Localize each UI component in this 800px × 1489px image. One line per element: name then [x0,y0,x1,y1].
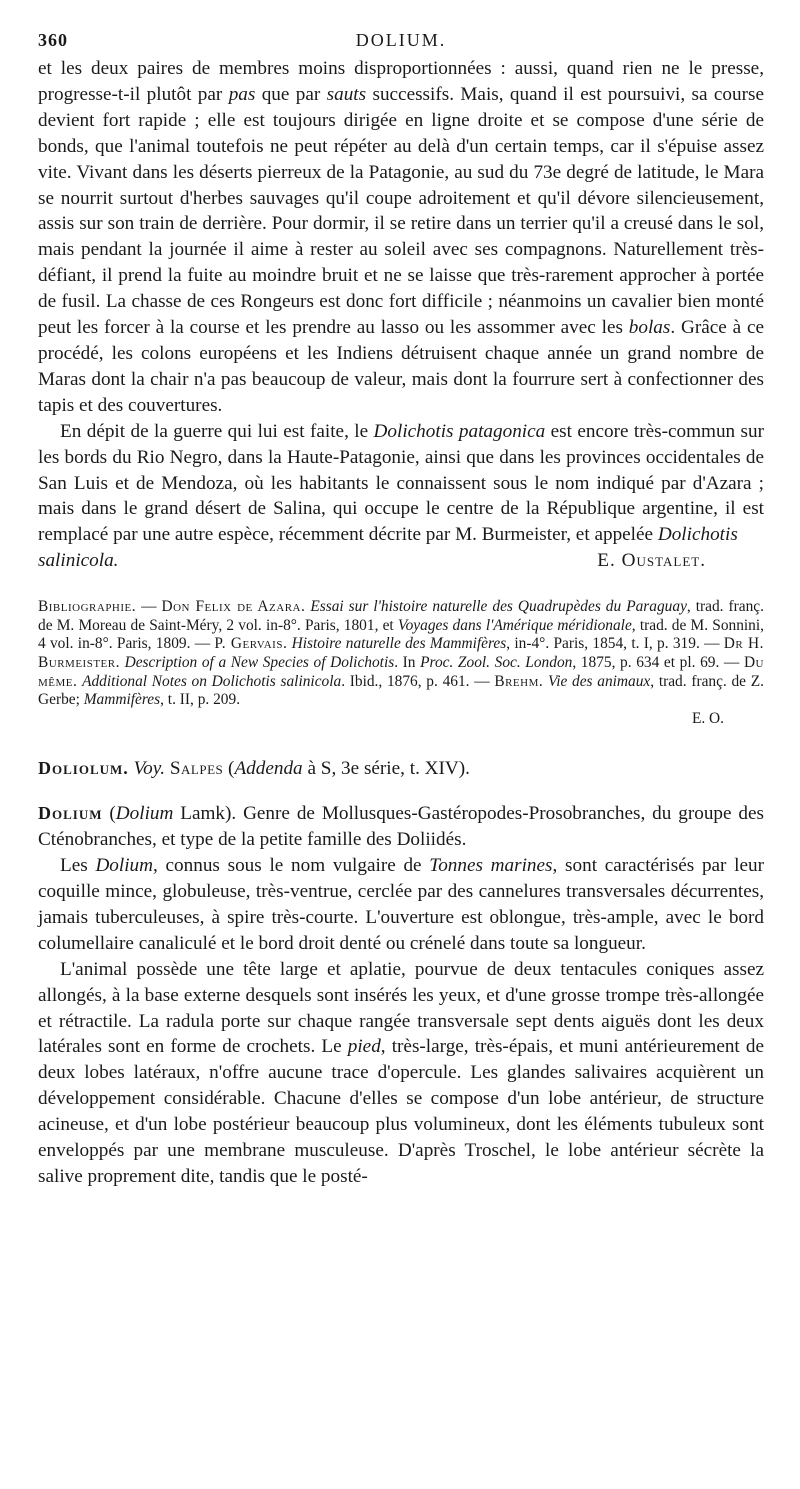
text-run: . In [394,653,421,671]
text-run: , trad. franç. de M. Moreau de Saint-Méry, 2 vol. in-8°. Paris, 1801, et [38,598,764,634]
author-signature: E. Oustalet. [597,550,706,572]
page-number: 360 [38,30,68,50]
text-run: Lamk). Genre de Mollusques-Gastéropodes-Prosobranches, du groupe des Cténobranches, et type de la petite famille des Doliidés. [38,803,764,851]
italic-species: Dolichotis [657,524,738,546]
entry-dolium [38,801,764,853]
paragraph-mara-behaviour [38,56,764,419]
paragraph-anatomy [38,957,764,1190]
author-name: P. Gervais. [214,635,288,653]
book-title: Histoire naturelle des Mammifères [291,635,507,653]
text-run: successifs. Mais, quand il est poursuivi, sa course devient fort rapide ; elle est toujours dirigée en ligne droite et se compose d'une série de bonds, que l'animal toutefois ne peut répéter au delà d'un certain temps, car il s'épuise assez vite. Vivant dans les déserts pierreux de la Patagonie, au sud du 73e degré de latitude, le Mara se nourrit surtout d'herbes sauvages qu'il coupe adroitement et qu'il dévore silencieusement, assis sur son train de derrière. Pour dormir, il se retire dans un terrier qu'il a creusé dans le sol, mais pendant la journée il aime à rester au soleil avec ses compagnons. Naturellement très-défiant, il prend la fuite au moindre bruit et ne se laisse que très-rarement approcher à portée de fusil. La chasse de ces Rongeurs est donc fort difficile ; néanmoins un cavalier bien monté peut les forcer à la course et les prendre au lasso ou les assommer avec les [38,83,764,339]
text-run: En dépit de la guerre qui lui est faite, le [60,420,374,442]
entry-headword: Doliolum. [38,758,129,779]
author-name: Du même. [38,653,764,690]
text-run: , in-4°. Paris, 1854, t. I, p. 319. — [506,635,724,653]
author-name: Dr H. Burmeister. [38,635,764,671]
book-title: Additional Notes on Dolichotis salinicola [82,672,342,690]
text-run: et les deux paires de membres moins disproportionnées : aussi, quand rien ne le presse, progresse-t-il plutôt par [38,58,764,105]
text-run: est encore très-commun sur les bords du Rio Negro, dans la Haute-Patagonie, ainsi que dans les provinces occidentales de San Luis et de Mendoza, où les habitants le connaissent sous le nom indiqué par d'Azara ; mais dans le grand désert de Salina, qui occupe le centre de la République argentine, il est remplacé par une autre espèce, récemment décrite par M. Burmeister, et appelée [38,420,764,546]
italic-species: Dolichotis patagonica [373,420,546,442]
text-run: , sont caractérisés par leur coquille mince, globuleuse, très-ventrue, cerclée par des cannelures transversales décurrentes, jamais tuberculeuses, à spire très-courte. L'ouverture est oblongue, très-ample, avec le bord columellaire canaliculé et le bord droit denté ou crénelé dans toute sa longueur. [38,855,764,954]
text-run: , t. II, p. 209. [160,691,241,709]
text-run: , trad. franç. de Z. Gerbe; [38,672,764,709]
text-run: , très-large, très-épais, et muni antérieurement de deux lobes latéraux, n'offre aucune trace d'opercule. Les glandes salivaires acquièrent un développement considérable. Chacune d'elles se compose d'un lobe antérieur, de structure acineuse, et d'un lobe postérieur beaucoup plus volumineux, dont les éléments tubuleux sont enveloppés par une membrane musculeuse. D'après Troschel, le lobe antérieur sécrète la salive proprement dite, tandis que le posté- [38,1036,764,1187]
text-run: Les [60,855,96,877]
text-run: ( [223,758,235,780]
bibliography [38,598,764,710]
book-title: Essai sur l'histoire naturelle des Quadrupèdes du Paraguay [310,598,687,616]
text-run: ( [102,803,116,825]
italic-term: Tonnes marines [429,855,553,877]
italic-term: Dolium [95,855,153,877]
entry-doliolum [38,756,764,781]
running-head: DOLIUM. [355,30,447,50]
signature-line [38,548,764,574]
entry-headword: Dolium [38,803,103,824]
book-title: Voyages dans l'Amérique méridionale [397,616,632,634]
text-run: que par [255,83,327,105]
paragraph-shell [38,853,764,957]
book-title: Description of a New Species of Dolichotis [124,653,395,671]
text-run: . Ibid., 1876, p. 461. — [341,672,495,690]
italic-species: salinicola. [38,550,119,572]
italic-term: pas [228,83,256,105]
author-name: Don Felix de Azara. [161,598,306,616]
book-title: Vie des animaux [547,672,651,690]
paragraph-distribution [38,419,764,549]
book-title: Mammifères [83,691,161,709]
cross-reference: Salpes [169,758,224,780]
text-run: , connus sous le nom vulgaire de [153,855,430,877]
text-run: , 1875, p. 634 et pl. 69. — [572,653,744,671]
text-run: , trad. de M. Sonnini, 4 vol. in-8°. Paris, 1809. — [38,616,764,653]
italic-term: Addenda [234,758,303,780]
author-name: Brehm. [494,672,544,690]
page-header [38,30,764,52]
see-reference: Voy. [133,758,166,780]
bibliography-label: Bibliographie. [38,598,137,616]
italic-term: Dolium [115,803,174,825]
italic-term: bolas [628,317,671,339]
text-run: — [136,598,162,616]
italic-term: pied [347,1036,381,1058]
italic-term: sauts [326,83,367,105]
text-run: . Grâce à ce procédé, les colons européens et les Indiens détruisent chaque année un grand nombre de Maras dont la chair n'a pas beaucoup de valeur, mais dont la fourrure sert à confectionner des tapis et des couvertures. [38,317,764,416]
journal-title: Proc. Zool. Soc. London [420,653,573,671]
text-run: L'animal possède une tête large et aplatie, pourvue de deux tentacules coniques assez allongés, à la base externe desquels sont insérés les yeux, et d'une grosse trompe très-allongée et rétractile. La radula porte sur chaque rangée transversale sept dents aiguës dont les deux latérales sont en forme de crochets. Le [38,958,764,1058]
bibliography-signature: E. O. [691,709,724,727]
bibliography-signature-line [38,710,764,729]
text-run: à S, 3e série, t. XIV). [302,758,470,780]
